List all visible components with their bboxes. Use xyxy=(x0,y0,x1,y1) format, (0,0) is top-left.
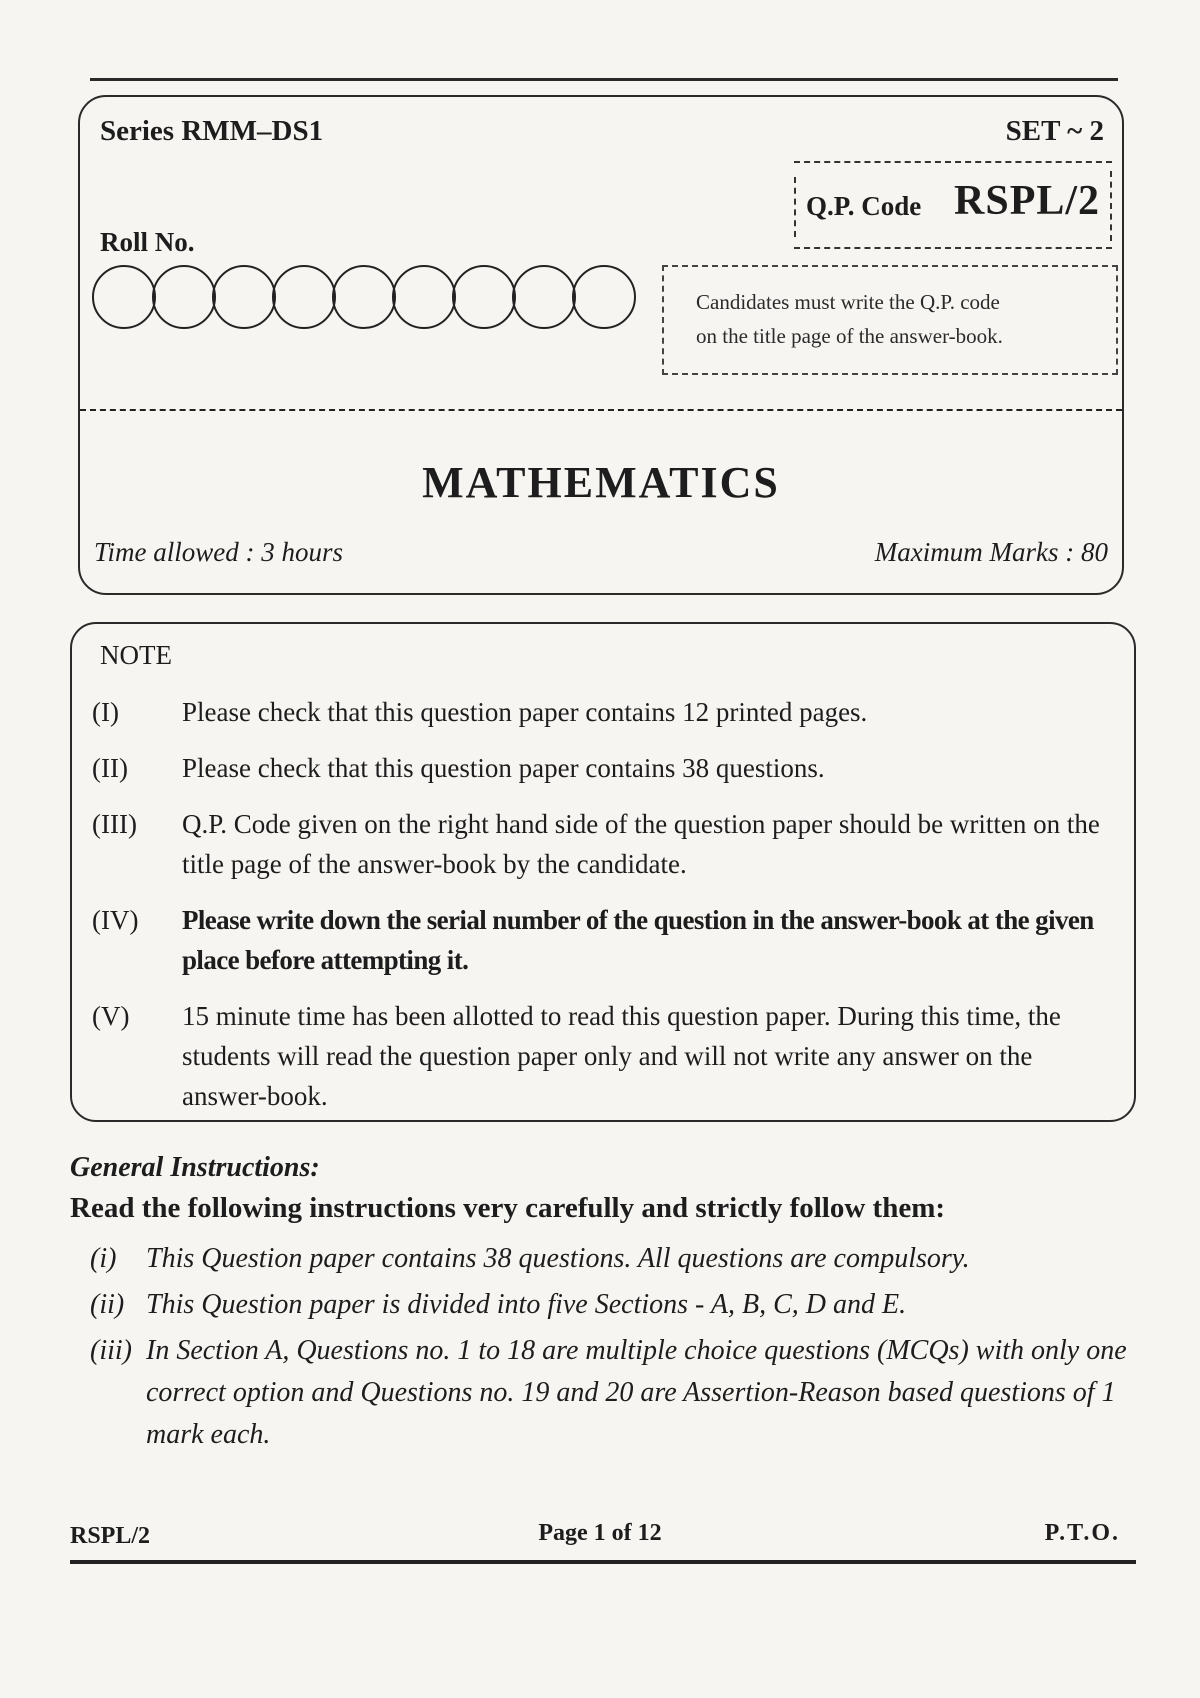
note-item xyxy=(92,996,1122,1116)
note-item-number: (IV) xyxy=(92,905,139,935)
note-item-number: (I) xyxy=(92,697,119,727)
paper-header xyxy=(78,95,1124,595)
roll-digit-circle[interactable] xyxy=(512,265,576,329)
note-item-number: (III) xyxy=(92,809,137,839)
roll-digit-circle[interactable] xyxy=(572,265,636,329)
qp-code-box xyxy=(794,161,1112,249)
roll-number-label: Roll No. xyxy=(100,227,195,257)
roll-digit-circle[interactable] xyxy=(212,265,276,329)
top-rule xyxy=(90,78,1118,81)
note-item xyxy=(92,804,1122,884)
series-code: Series RMM–DS1 xyxy=(100,115,324,147)
qp-box-left-edge xyxy=(794,177,796,237)
time-allowed: Time allowed : 3 hours xyxy=(94,537,344,567)
candidate-instruction-box xyxy=(662,265,1118,375)
note-item xyxy=(92,748,1122,788)
qp-code-value: RSPL/2 xyxy=(954,178,1101,224)
roll-digit-circle[interactable] xyxy=(152,265,216,329)
general-instructions-title: General Instructions: xyxy=(70,1152,320,1183)
footer-page-number: Page 1 of 12 xyxy=(538,1520,662,1546)
roll-digit-circle[interactable] xyxy=(92,265,156,329)
qp-box-right-edge xyxy=(1110,171,1112,241)
note-title: NOTE xyxy=(100,640,172,670)
maximum-marks: Maximum Marks : 80 xyxy=(874,537,1108,567)
instruction-item xyxy=(90,1284,1130,1326)
note-item-number: (II) xyxy=(92,753,128,783)
general-instructions-lead: Read the following instructions very carefully and strictly follow them: xyxy=(70,1192,946,1224)
note-box xyxy=(70,622,1136,1122)
footer-pto: P.T.O. xyxy=(1044,1520,1120,1546)
note-item-number: (V) xyxy=(92,1001,130,1031)
instruction-text: In Section A, Questions no. 1 to 18 are multiple choice questions (MCQs) with only one correct option and Questions no. 19 and 20 are Assertion-Reason based questions of 1 mark each. xyxy=(146,1335,1127,1450)
instruction-item xyxy=(90,1330,1130,1456)
roll-number-circles xyxy=(92,265,632,329)
roll-digit-circle[interactable] xyxy=(272,265,336,329)
roll-digit-circle[interactable] xyxy=(392,265,456,329)
instruction-number: (i) xyxy=(90,1243,117,1274)
roll-digit-circle[interactable] xyxy=(452,265,516,329)
note-item xyxy=(92,900,1122,980)
candidate-note-line: on the title page of the answer-book. xyxy=(696,324,1003,348)
note-item-text: 15 minute time has been allotted to read this question paper. During this time, the students will read the question paper only and will not write any answer on the answer-book. xyxy=(182,1001,1061,1111)
qp-code-label: Q.P. Code xyxy=(806,191,922,221)
note-item xyxy=(92,692,1122,732)
set-number: SET ~ 2 xyxy=(1005,115,1104,147)
candidate-note-line: Candidates must write the Q.P. code xyxy=(696,290,1000,314)
note-item-text: Please check that this question paper contains 38 questions. xyxy=(182,753,825,783)
subject-title: MATHEMATICS xyxy=(422,458,780,507)
note-item-text: Please write down the serial number of the question in the answer-book at the given place before attempting it. xyxy=(182,905,1094,975)
instruction-number: (ii) xyxy=(90,1289,125,1320)
dashed-divider xyxy=(80,409,1122,411)
note-item-text: Q.P. Code given on the right hand side of the question paper should be written on the title page of the answer-book by the candidate. xyxy=(182,809,1100,879)
roll-digit-circle[interactable] xyxy=(332,265,396,329)
instruction-text: This Question paper is divided into five Sections - A, B, C, D and E. xyxy=(146,1289,907,1320)
note-item-text: Please check that this question paper contains 12 printed pages. xyxy=(182,697,868,727)
instruction-text: This Question paper contains 38 questions. All questions are compulsory. xyxy=(146,1243,970,1274)
bottom-rule xyxy=(70,1560,1136,1564)
instruction-item xyxy=(90,1238,1130,1280)
instruction-number: (iii) xyxy=(90,1335,132,1366)
footer-paper-code: RSPL/2 xyxy=(70,1523,151,1549)
